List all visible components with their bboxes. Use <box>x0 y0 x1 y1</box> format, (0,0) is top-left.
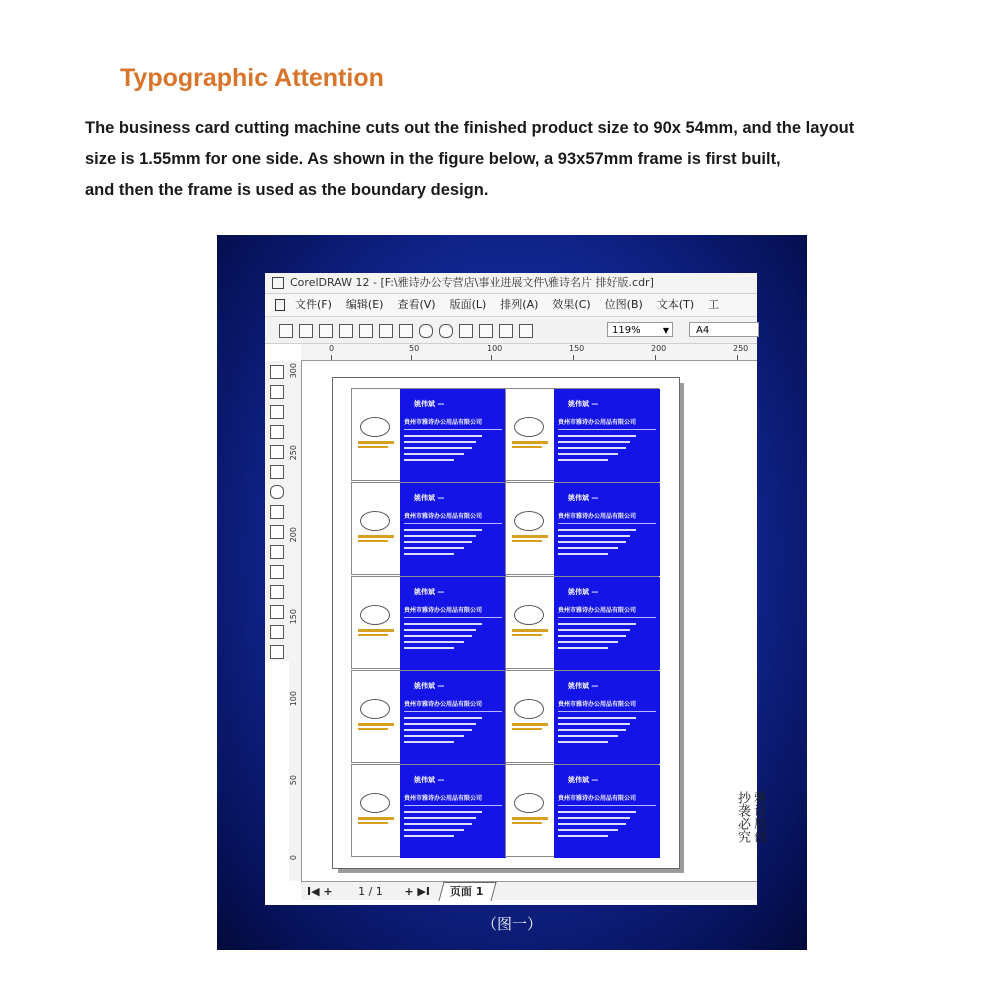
hruler-mark <box>331 355 332 360</box>
card-info-line <box>404 447 472 449</box>
hruler-tick: 200 <box>651 344 667 353</box>
title-bar <box>265 273 757 294</box>
logo-subline <box>358 540 388 542</box>
menu-arrange[interactable]: 排列(A) <box>500 298 539 311</box>
smart-drawing-tool-icon[interactable] <box>270 445 284 459</box>
export-icon[interactable] <box>479 324 493 338</box>
logo-icon <box>514 417 544 437</box>
card-company: 贵州市雅诗办公用品有限公司 <box>404 513 483 520</box>
hruler-tick: 50 <box>409 344 420 353</box>
watermark <box>734 791 766 843</box>
card-info-line <box>558 817 630 819</box>
card-name: 姚伟斌 — <box>414 776 445 784</box>
open-icon[interactable] <box>299 324 313 338</box>
vertical-ruler <box>289 361 302 881</box>
card-divider <box>404 805 502 806</box>
vruler-tick: 200 <box>289 527 298 543</box>
hruler-mark <box>573 355 574 360</box>
card-name: 姚伟斌 — <box>568 588 599 596</box>
window-title: CorelDRAW 12 - [F:\雅诗办公专营店\事业进展文件\雅诗名片 排好版.cdr] <box>290 276 654 289</box>
card-blue-panel <box>400 389 506 482</box>
card-company: 贵州市雅诗办公用品有限公司 <box>558 513 637 520</box>
logo-wordmark <box>358 723 394 726</box>
logo-subline <box>358 822 388 824</box>
card-divider <box>558 805 656 806</box>
coreldraw-window <box>265 273 766 905</box>
watermark-col-1: 雅诗原创 <box>751 791 766 843</box>
card-info-line <box>558 547 618 549</box>
document-icon <box>275 299 285 311</box>
card-info-line <box>558 635 626 637</box>
card-info-line <box>558 717 636 719</box>
business-card[interactable] <box>505 482 659 575</box>
card-info-line <box>404 635 472 637</box>
card-info-line <box>558 829 618 831</box>
undo-icon[interactable] <box>419 324 433 338</box>
card-info-line <box>404 647 454 649</box>
logo-wordmark <box>358 817 394 820</box>
card-divider <box>558 617 656 618</box>
card-company: 贵州市雅诗办公用品有限公司 <box>404 419 483 426</box>
logo-wordmark <box>358 535 394 538</box>
card-info-line <box>558 723 630 725</box>
business-card[interactable] <box>351 764 505 857</box>
card-info-line <box>558 811 636 813</box>
eyedropper-tool-icon[interactable] <box>270 585 284 599</box>
menu-tools[interactable]: 工 <box>708 298 720 311</box>
ellipse-tool-icon[interactable] <box>270 485 284 499</box>
card-info-line <box>558 735 618 737</box>
zoom-select[interactable] <box>607 322 673 337</box>
card-name: 姚伟斌 — <box>568 494 599 502</box>
card-grid <box>351 388 661 858</box>
card-name: 姚伟斌 — <box>414 682 445 690</box>
card-info-line <box>404 823 472 825</box>
logo-icon <box>360 605 390 625</box>
zoom-value: 119% <box>612 325 641 336</box>
card-blue-panel <box>554 389 660 482</box>
page-navigator <box>301 881 757 900</box>
logo-icon <box>360 699 390 719</box>
logo-subline <box>512 446 542 448</box>
card-name: 姚伟斌 — <box>568 776 599 784</box>
logo-wordmark <box>358 441 394 444</box>
card-info-line <box>558 641 618 643</box>
new-icon[interactable] <box>279 324 293 338</box>
card-blue-panel <box>400 765 506 858</box>
horizontal-ruler <box>301 344 757 361</box>
card-name: 姚伟斌 — <box>414 400 445 408</box>
logo-wordmark <box>512 723 548 726</box>
logo-icon <box>514 793 544 813</box>
card-info-line <box>404 723 476 725</box>
pick-tool-icon[interactable] <box>270 365 284 379</box>
card-name: 姚伟斌 — <box>568 682 599 690</box>
card-info-line <box>558 453 618 455</box>
vruler-tick: 250 <box>289 445 298 461</box>
logo-subline <box>358 446 388 448</box>
watermark-col-2: 抄袭必究 <box>735 791 750 843</box>
card-info-line <box>404 453 464 455</box>
menu-text[interactable]: 文本(T) <box>656 298 695 311</box>
corel-online-icon[interactable] <box>519 324 533 338</box>
card-blue-panel <box>400 671 506 764</box>
card-info-line <box>404 547 464 549</box>
card-info-line <box>558 553 608 555</box>
logo-subline <box>512 728 542 730</box>
card-info-line <box>404 717 482 719</box>
card-info-line <box>404 629 476 631</box>
vruler-tick: 150 <box>289 609 298 625</box>
card-info-line <box>558 835 608 837</box>
card-divider <box>404 617 502 618</box>
page-tab[interactable] <box>439 882 498 901</box>
copy-icon[interactable] <box>379 324 393 338</box>
fill-tool-icon[interactable] <box>270 625 284 639</box>
hruler-tick: 150 <box>569 344 585 353</box>
business-card[interactable] <box>505 576 659 669</box>
card-info-line <box>404 811 482 813</box>
card-info-line <box>404 829 464 831</box>
card-company: 贵州市雅诗办公用品有限公司 <box>558 701 637 708</box>
card-name: 姚伟斌 — <box>414 588 445 596</box>
card-blue-panel <box>400 483 506 576</box>
figure-caption: （图一） <box>481 916 542 933</box>
menu-bitmaps[interactable]: 位图(B) <box>604 298 643 311</box>
redo-icon[interactable] <box>439 324 453 338</box>
card-blue-panel <box>554 483 660 576</box>
hruler-mark <box>737 355 738 360</box>
hruler-mark <box>655 355 656 360</box>
card-info-line <box>404 441 476 443</box>
logo-icon <box>360 417 390 437</box>
business-card[interactable] <box>505 764 659 857</box>
business-card[interactable] <box>351 670 505 763</box>
card-company: 贵州市雅诗办公用品有限公司 <box>404 701 483 708</box>
card-blue-panel <box>554 765 660 858</box>
card-blue-panel <box>554 671 660 764</box>
menu-bar <box>265 294 757 317</box>
card-divider <box>404 429 502 430</box>
chevron-down-icon: ▼ <box>662 326 669 335</box>
card-company: 贵州市雅诗办公用品有限公司 <box>404 607 483 614</box>
business-card[interactable] <box>351 576 505 669</box>
screenshot-frame <box>217 235 807 950</box>
application-launcher-icon[interactable] <box>499 324 513 338</box>
hruler-tick: 0 <box>329 344 335 353</box>
card-info-line <box>404 535 476 537</box>
card-info-line <box>558 623 636 625</box>
cut-icon[interactable] <box>359 324 373 338</box>
business-card[interactable] <box>505 670 659 763</box>
card-info-line <box>404 741 454 743</box>
card-info-line <box>558 629 630 631</box>
logo-subline <box>512 634 542 636</box>
card-info-line <box>558 459 608 461</box>
menu-effects[interactable]: 效果(C) <box>552 298 591 311</box>
business-card[interactable] <box>351 482 505 575</box>
card-name: 姚伟斌 — <box>414 494 445 502</box>
card-info-line <box>558 535 630 537</box>
drawing-canvas[interactable] <box>302 361 766 881</box>
first-page-button[interactable]: I◀ + <box>307 885 333 898</box>
vruler-tick: 300 <box>289 363 298 379</box>
card-blue-panel <box>554 577 660 670</box>
card-info-line <box>404 553 454 555</box>
logo-icon <box>514 511 544 531</box>
page-size-value: A4 <box>696 325 710 336</box>
intro-paragraph <box>85 113 945 206</box>
card-info-line <box>558 823 626 825</box>
card-info-line <box>558 647 608 649</box>
logo-icon <box>514 699 544 719</box>
logo-wordmark <box>512 535 548 538</box>
document-page[interactable] <box>332 377 680 869</box>
card-info-line <box>558 447 626 449</box>
card-info-line <box>558 729 626 731</box>
card-company: 贵州市雅诗办公用品有限公司 <box>558 419 637 426</box>
logo-wordmark <box>358 629 394 632</box>
business-card[interactable] <box>351 388 505 481</box>
save-icon[interactable] <box>319 324 333 338</box>
business-card[interactable] <box>505 388 659 481</box>
card-company: 贵州市雅诗办公用品有限公司 <box>558 607 637 614</box>
page-tab-label: 页面 1 <box>450 885 484 898</box>
menu-layout[interactable]: 版面(L) <box>449 298 487 311</box>
logo-icon <box>360 793 390 813</box>
interactive-blend-tool-icon[interactable] <box>270 565 284 579</box>
logo-wordmark <box>512 629 548 632</box>
card-divider <box>404 711 502 712</box>
interactive-fill-tool-icon[interactable] <box>270 645 284 659</box>
vruler-tick: 0 <box>289 855 298 861</box>
vruler-tick: 50 <box>289 775 298 786</box>
hruler-tick: 100 <box>487 344 503 353</box>
card-info-line <box>558 541 626 543</box>
freehand-tool-icon[interactable] <box>270 425 284 439</box>
card-blue-panel <box>400 577 506 670</box>
card-info-line <box>404 623 482 625</box>
logo-wordmark <box>512 441 548 444</box>
outline-tool-icon[interactable] <box>270 605 284 619</box>
card-info-line <box>404 641 464 643</box>
card-info-line <box>404 817 476 819</box>
card-divider <box>558 711 656 712</box>
card-info-line <box>404 529 482 531</box>
logo-wordmark <box>512 817 548 820</box>
hruler-mark <box>491 355 492 360</box>
print-icon[interactable] <box>339 324 353 338</box>
card-name: 姚伟斌 — <box>568 400 599 408</box>
card-info-line <box>558 435 636 437</box>
last-page-button[interactable]: + ▶I <box>404 885 430 898</box>
logo-subline <box>358 728 388 730</box>
paste-icon[interactable] <box>399 324 413 338</box>
card-info-line <box>558 741 608 743</box>
card-info-line <box>558 441 630 443</box>
standard-toolbar <box>265 317 757 344</box>
card-info-line <box>404 729 472 731</box>
basic-shapes-tool-icon[interactable] <box>270 525 284 539</box>
card-info-line <box>404 435 482 437</box>
logo-subline <box>512 540 542 542</box>
toolbox <box>265 361 290 661</box>
card-info-line <box>404 735 464 737</box>
rectangle-tool-icon[interactable] <box>270 465 284 479</box>
card-divider <box>404 523 502 524</box>
paragraph-line-3: and then the frame is used as the boundary design. <box>85 181 489 199</box>
card-info-line <box>404 541 472 543</box>
card-info-line <box>404 459 454 461</box>
logo-icon <box>514 605 544 625</box>
page-heading: Typographic Attention <box>120 64 384 92</box>
logo-subline <box>358 634 388 636</box>
logo-icon <box>360 511 390 531</box>
vruler-tick: 100 <box>289 691 298 707</box>
app-icon <box>272 277 284 289</box>
zoom-tool-icon[interactable] <box>270 405 284 419</box>
page-size-select[interactable] <box>689 322 759 337</box>
hruler-mark <box>411 355 412 360</box>
card-divider <box>558 429 656 430</box>
hruler-tick: 250 <box>733 344 749 353</box>
card-divider <box>558 523 656 524</box>
text-tool-icon[interactable] <box>270 545 284 559</box>
paragraph-line-1: The business card cutting machine cuts out the finished product size to 90x 54mm, and the layout <box>85 119 855 137</box>
logo-subline <box>512 822 542 824</box>
page-count: 1 / 1 <box>358 885 383 898</box>
menu-file[interactable]: 文件(F) <box>295 298 332 311</box>
shape-tool-icon[interactable] <box>270 385 284 399</box>
card-info-line <box>558 529 636 531</box>
paragraph-line-2: size is 1.55mm for one side. As shown in the figure below, a 93x57mm frame is first built, <box>85 150 781 168</box>
import-icon[interactable] <box>459 324 473 338</box>
card-company: 贵州市雅诗办公用品有限公司 <box>404 795 483 802</box>
polygon-tool-icon[interactable] <box>270 505 284 519</box>
card-company: 贵州市雅诗办公用品有限公司 <box>558 795 637 802</box>
card-info-line <box>404 835 454 837</box>
menu-view[interactable]: 查看(V) <box>397 298 436 311</box>
menu-edit[interactable]: 编辑(E) <box>345 298 384 311</box>
